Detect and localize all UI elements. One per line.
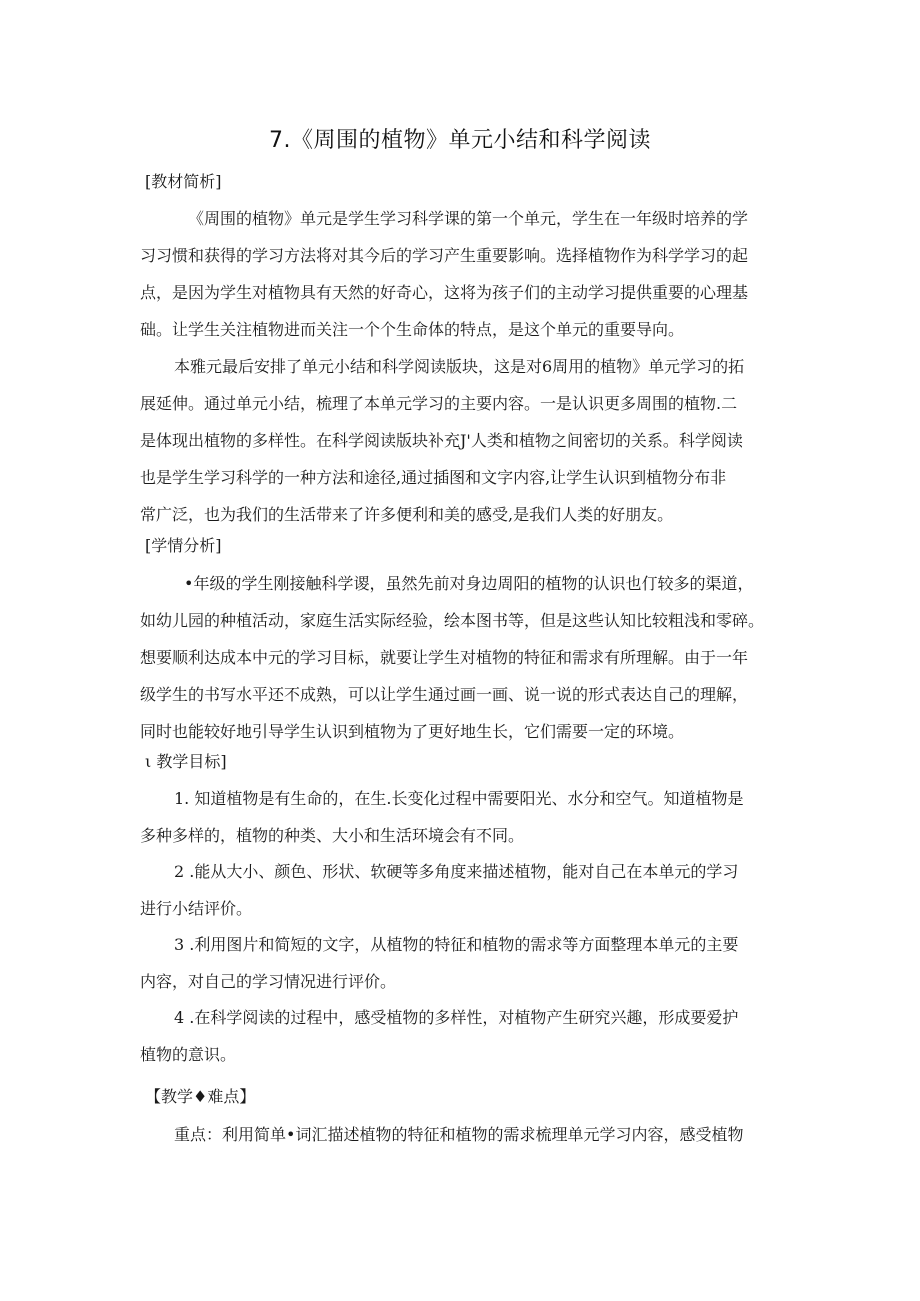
section-heading-textbook-analysis: [教材简析]: [145, 172, 222, 191]
paragraph-key-points: [140, 1116, 782, 1153]
text-line: 习习惯和获得的学习方法将对其今后的学习产生重要影响。选择植物作为科学学习的起: [140, 246, 749, 265]
text-line: 是体现出植物的多样性。在科学阅读版块补充J'人类和植物之间密切的关系。科学阅读: [140, 431, 743, 450]
section-heading-key-points: 【教学♦难点】: [145, 1087, 256, 1106]
section-heading-teaching-goals: ι 教学目标]: [145, 752, 227, 771]
text-line: 重点：利用简单•词汇描述植物的特征和植物的需求梳理单元学习内容，感受植物: [174, 1125, 744, 1144]
text-line: 常广泛，也为我们的生活带来了许多便利和美的感受,是我们人类的好朋友。: [140, 505, 674, 524]
section-heading-learner-analysis: [学情分析]: [145, 536, 222, 555]
page-title: 7.《周围的植物》单元小结和科学阅读: [269, 128, 651, 153]
text-line: 本雅元最后安排了单元小结和科学阅读版块，这是对6周用的植物》单元学习的拓: [174, 357, 745, 376]
goal-item-4: [140, 999, 782, 1073]
text-line: 进行小结评价。: [140, 899, 253, 918]
text-line: 想要顺利达成本中元的学习目标，就要让学生对植物的特征和需求有所理解。由于一年: [140, 648, 749, 667]
text-line: •年级的学生刚接触科学谡，虽然先前对身边周阳的植物的认识也仃较多的渠道，: [184, 574, 754, 593]
text-line: 点，是因为学生对植物具有天然的好奇心，这将为孩子们的主动学习提供重要的心理基: [140, 283, 749, 302]
paragraph-textbook-1: [140, 200, 782, 348]
text-line: 级学生的书写水平还不成熟，可以让学生通过画一画、说一说的形式表达自己的理解，: [140, 685, 749, 704]
text-line: 1. 知道植物是有生命的，在生.长变化过程中需要阳光、水分和空气。知道植物是: [174, 789, 744, 808]
text-line: 4 .在科学阅读的过程中，感受植物的多样性，对植物产生研究兴趣，形成要爱护: [174, 1008, 739, 1027]
text-line: 3 .利用图片和简短的文字，从植物的特征和植物的需求等方面整理本单元的主要: [174, 935, 739, 954]
paragraph-textbook-2: [140, 348, 782, 533]
text-line: 内容，对自己的学习情况进行评价。: [140, 972, 397, 991]
text-line: 2 .能从大小、颜色、形状、软硬等多角度来描述植物，能对自己在本单元的学习: [174, 862, 739, 881]
text-line: 《周围的植物》单元是学生学习科学课的第一个单元，学生在一年级时培养的学: [188, 209, 749, 228]
goal-item-1: [140, 780, 782, 854]
text-line: 同时也能较好地引导学生认识到植物为了更好地生长，它们需要一定的环境。: [140, 722, 685, 741]
text-line: 也是学生学习科学的一种方法和途径,通过插图和文字内容,让学生认识到植物分布非: [140, 468, 727, 487]
text-line: 植物的意识。: [140, 1045, 237, 1064]
text-line: 展延伸。通过单元小结，梳理了本单元学习的主要内容。一是认识更多周围的植物.二: [140, 394, 738, 413]
paragraph-learner-1: [140, 565, 782, 750]
text-line: 础。让学生关注植物进而关注一个个生命体的特点，是这个单元的重要导向。: [140, 320, 685, 339]
goal-item-2: [140, 853, 782, 927]
text-line: 如幼儿园的种植活动，家庭生活实际经验，绘本图书等，但是这些认知比较粗浅和零碎。: [140, 611, 765, 630]
goal-item-3: [140, 926, 782, 1000]
text-line: 多种多样的，植物的种类、大小和生活环境会有不同。: [140, 826, 525, 845]
